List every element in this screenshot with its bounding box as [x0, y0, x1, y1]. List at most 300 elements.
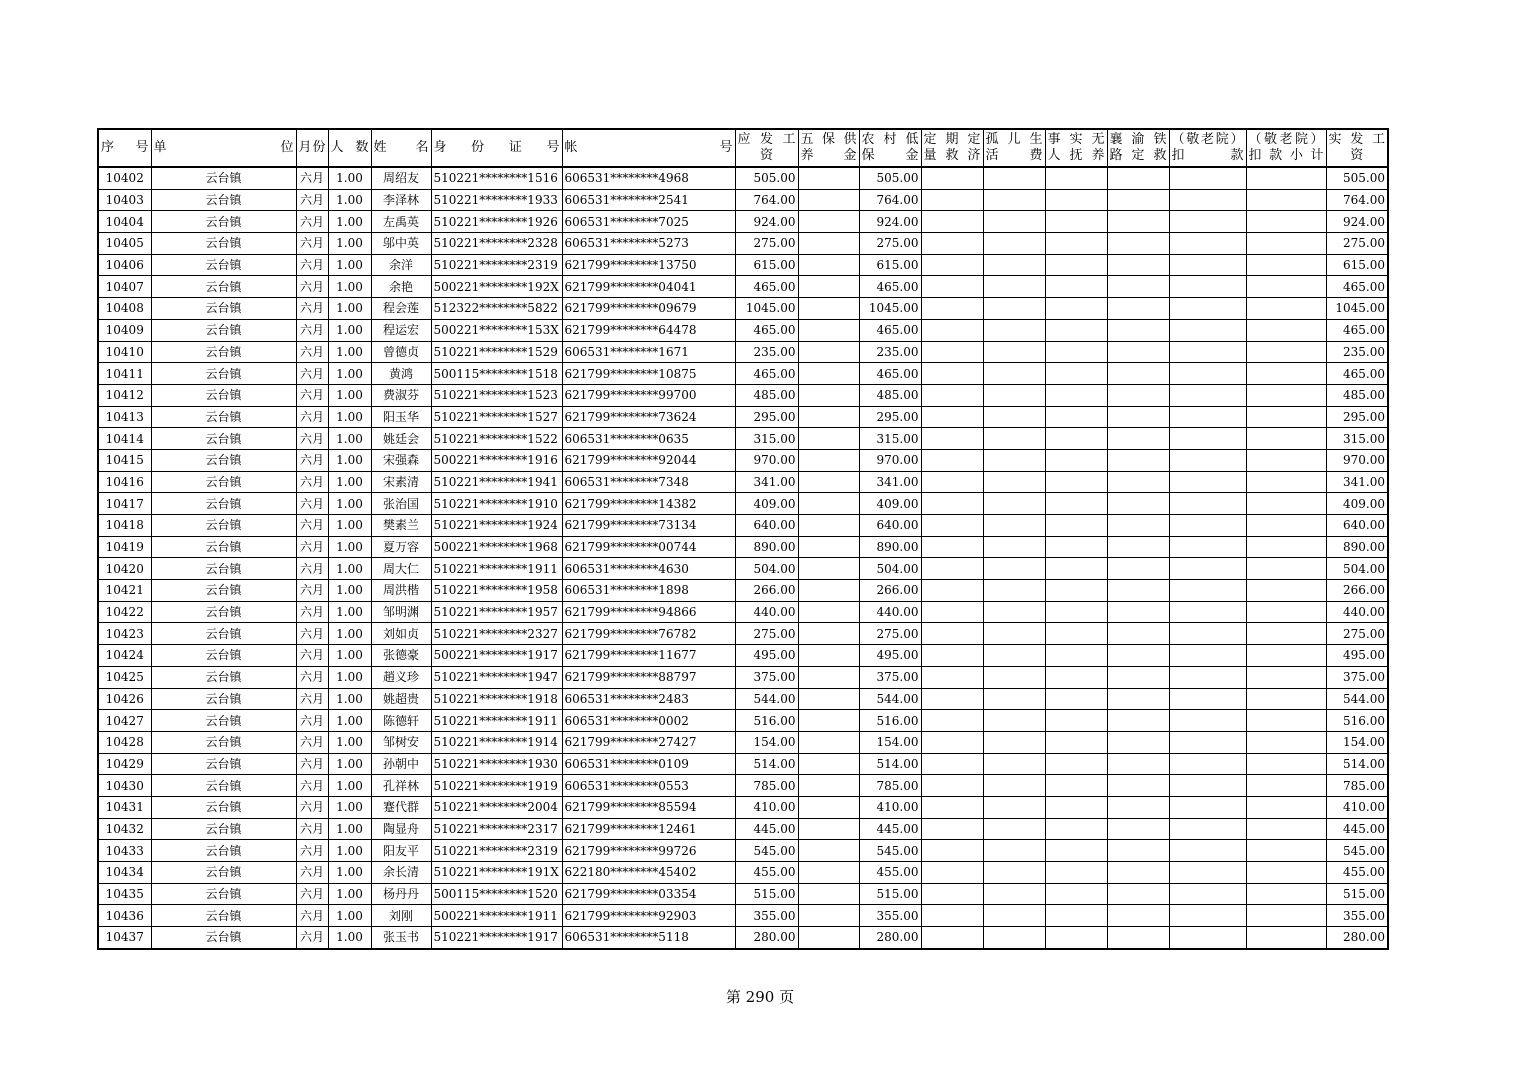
cell-count: 1.00 [328, 645, 371, 667]
cell-guer [983, 515, 1045, 537]
cell-unit: 云台镇 [151, 233, 296, 255]
cell-wubao [798, 558, 859, 580]
cell-dingqi [921, 406, 983, 428]
cell-dingqi [921, 623, 983, 645]
cell-jly-deduction [1169, 515, 1246, 537]
cell-xiangyu [1107, 167, 1169, 189]
cell-unit: 云台镇 [151, 775, 296, 797]
cell-count: 1.00 [328, 298, 371, 320]
cell-jly-deduction [1169, 363, 1246, 385]
cell-seq: 10429 [98, 753, 151, 775]
cell-dingqi [921, 189, 983, 211]
cell-dibao: 409.00 [859, 493, 921, 515]
cell-id: 512322********5822 [431, 298, 562, 320]
cell-actual-wage: 266.00 [1326, 580, 1388, 602]
cell-count: 1.00 [328, 233, 371, 255]
cell-seq: 10417 [98, 493, 151, 515]
cell-count: 1.00 [328, 428, 371, 450]
cell-id: 510221********1911 [431, 710, 562, 732]
cell-name: 樊素兰 [371, 515, 431, 537]
cell-account: 606531********2483 [562, 688, 735, 710]
cell-guer [983, 927, 1045, 949]
cell-count: 1.00 [328, 710, 371, 732]
cell-xiangyu [1107, 276, 1169, 298]
cell-unit: 云台镇 [151, 515, 296, 537]
cell-count: 1.00 [328, 167, 371, 189]
cell-account: 606531********7025 [562, 211, 735, 233]
cell-due-wage: 440.00 [735, 601, 798, 623]
cell-xiangyu [1107, 623, 1169, 645]
cell-month: 六月 [296, 580, 328, 602]
cell-jly-deduction [1169, 536, 1246, 558]
cell-dingqi [921, 536, 983, 558]
cell-jly-deduction [1169, 796, 1246, 818]
cell-actual-wage: 280.00 [1326, 927, 1388, 949]
cell-seq: 10431 [98, 796, 151, 818]
cell-dingqi [921, 862, 983, 884]
cell-shishi [1045, 319, 1107, 341]
cell-jly-subtotal [1246, 493, 1326, 515]
cell-unit: 云台镇 [151, 536, 296, 558]
cell-due-wage: 235.00 [735, 341, 798, 363]
cell-id: 510221********1911 [431, 558, 562, 580]
cell-seq: 10406 [98, 254, 151, 276]
cell-seq: 10419 [98, 536, 151, 558]
cell-guer [983, 341, 1045, 363]
cell-unit: 云台镇 [151, 883, 296, 905]
cell-guer [983, 840, 1045, 862]
cell-jly-subtotal [1246, 623, 1326, 645]
cell-count: 1.00 [328, 753, 371, 775]
cell-seq: 10432 [98, 818, 151, 840]
cell-jly-subtotal [1246, 254, 1326, 276]
cell-id: 510221********2328 [431, 233, 562, 255]
cell-jly-subtotal [1246, 558, 1326, 580]
cell-jly-subtotal [1246, 211, 1326, 233]
cell-dingqi [921, 298, 983, 320]
cell-shishi [1045, 862, 1107, 884]
cell-dingqi [921, 688, 983, 710]
cell-due-wage: 465.00 [735, 363, 798, 385]
cell-actual-wage: 640.00 [1326, 515, 1388, 537]
cell-wubao [798, 883, 859, 905]
cell-name: 周大仁 [371, 558, 431, 580]
cell-dibao: 410.00 [859, 796, 921, 818]
cell-shishi [1045, 796, 1107, 818]
cell-shishi [1045, 905, 1107, 927]
cell-month: 六月 [296, 363, 328, 385]
cell-jly-subtotal [1246, 471, 1326, 493]
cell-xiangyu [1107, 515, 1169, 537]
cell-wubao [798, 493, 859, 515]
cell-dibao: 505.00 [859, 167, 921, 189]
cell-shishi [1045, 254, 1107, 276]
cell-guer [983, 384, 1045, 406]
cell-unit: 云台镇 [151, 666, 296, 688]
cell-name: 余长清 [371, 862, 431, 884]
cell-count: 1.00 [328, 731, 371, 753]
cell-guer [983, 666, 1045, 688]
cell-jly-deduction [1169, 753, 1246, 775]
cell-wubao [798, 536, 859, 558]
cell-id: 510221********1910 [431, 493, 562, 515]
header-jly-subtotal-line2: 扣 款 小 计 [1248, 148, 1324, 163]
cell-month: 六月 [296, 536, 328, 558]
cell-actual-wage: 785.00 [1326, 775, 1388, 797]
cell-xiangyu [1107, 363, 1169, 385]
cell-guer [983, 775, 1045, 797]
cell-seq: 10407 [98, 276, 151, 298]
cell-wubao [798, 666, 859, 688]
cell-name: 曾德贞 [371, 341, 431, 363]
cell-actual-wage: 1045.00 [1326, 298, 1388, 320]
cell-shishi [1045, 840, 1107, 862]
cell-jly-subtotal [1246, 233, 1326, 255]
cell-account: 606531********0002 [562, 710, 735, 732]
cell-month: 六月 [296, 840, 328, 862]
cell-account: 606531********7348 [562, 471, 735, 493]
cell-id: 510221********1918 [431, 688, 562, 710]
cell-count: 1.00 [328, 623, 371, 645]
cell-actual-wage: 516.00 [1326, 710, 1388, 732]
header-xiangyu-line1: 襄 渝 铁 [1109, 132, 1167, 147]
cell-wubao [798, 710, 859, 732]
header-guer [983, 129, 1045, 167]
cell-name: 杨丹丹 [371, 883, 431, 905]
cell-jly-deduction [1169, 905, 1246, 927]
cell-name: 阳玉华 [371, 406, 431, 428]
cell-seq: 10424 [98, 645, 151, 667]
cell-name: 李泽林 [371, 189, 431, 211]
cell-id: 510221********2327 [431, 623, 562, 645]
cell-guer [983, 883, 1045, 905]
cell-due-wage: 890.00 [735, 536, 798, 558]
cell-due-wage: 355.00 [735, 905, 798, 927]
cell-due-wage: 375.00 [735, 666, 798, 688]
header-jly-deduction-line2: 扣 款 [1171, 148, 1244, 163]
cell-guer [983, 731, 1045, 753]
cell-dibao: 890.00 [859, 536, 921, 558]
cell-jly-deduction [1169, 601, 1246, 623]
cell-seq: 10405 [98, 233, 151, 255]
cell-count: 1.00 [328, 319, 371, 341]
cell-due-wage: 410.00 [735, 796, 798, 818]
header-actual-wage [1326, 129, 1388, 167]
cell-guer [983, 493, 1045, 515]
cell-dibao: 280.00 [859, 927, 921, 949]
cell-unit: 云台镇 [151, 927, 296, 949]
cell-seq: 10418 [98, 515, 151, 537]
cell-unit: 云台镇 [151, 796, 296, 818]
table-row [98, 319, 1388, 341]
cell-count: 1.00 [328, 580, 371, 602]
cell-unit: 云台镇 [151, 276, 296, 298]
cell-unit: 云台镇 [151, 384, 296, 406]
cell-xiangyu [1107, 580, 1169, 602]
cell-due-wage: 924.00 [735, 211, 798, 233]
cell-month: 六月 [296, 428, 328, 450]
cell-name: 黄鸿 [371, 363, 431, 385]
cell-dibao: 924.00 [859, 211, 921, 233]
cell-dingqi [921, 580, 983, 602]
cell-due-wage: 785.00 [735, 775, 798, 797]
cell-seq: 10433 [98, 840, 151, 862]
header-shishi-line1: 事 实 无 [1047, 132, 1105, 147]
cell-due-wage: 764.00 [735, 189, 798, 211]
cell-seq: 10414 [98, 428, 151, 450]
cell-jly-subtotal [1246, 731, 1326, 753]
header-guer-line1: 孤 儿 生 [985, 132, 1043, 147]
cell-actual-wage: 544.00 [1326, 688, 1388, 710]
cell-account: 621799********14382 [562, 493, 735, 515]
cell-actual-wage: 505.00 [1326, 167, 1388, 189]
cell-dingqi [921, 384, 983, 406]
cell-xiangyu [1107, 775, 1169, 797]
cell-shishi [1045, 927, 1107, 949]
cell-unit: 云台镇 [151, 319, 296, 341]
header-due-wage-line1: 应 发 工 [737, 132, 796, 147]
cell-count: 1.00 [328, 840, 371, 862]
cell-jly-subtotal [1246, 580, 1326, 602]
cell-xiangyu [1107, 189, 1169, 211]
cell-id: 510221********2317 [431, 818, 562, 840]
cell-month: 六月 [296, 883, 328, 905]
cell-unit: 云台镇 [151, 601, 296, 623]
cell-unit: 云台镇 [151, 710, 296, 732]
cell-count: 1.00 [328, 601, 371, 623]
cell-wubao [798, 601, 859, 623]
cell-xiangyu [1107, 471, 1169, 493]
cell-shishi [1045, 688, 1107, 710]
cell-jly-deduction [1169, 775, 1246, 797]
table-row [98, 775, 1388, 797]
header-id: 身 份 证 号 [431, 129, 562, 167]
cell-guer [983, 276, 1045, 298]
cell-due-wage: 544.00 [735, 688, 798, 710]
cell-count: 1.00 [328, 862, 371, 884]
cell-name: 阳友平 [371, 840, 431, 862]
cell-jly-subtotal [1246, 601, 1326, 623]
cell-jly-deduction [1169, 558, 1246, 580]
cell-due-wage: 465.00 [735, 276, 798, 298]
header-dibao-line1: 农 村 低 [861, 132, 919, 147]
table-row [98, 558, 1388, 580]
cell-account: 606531********1671 [562, 341, 735, 363]
cell-id: 510221********1522 [431, 428, 562, 450]
cell-count: 1.00 [328, 818, 371, 840]
cell-unit: 云台镇 [151, 211, 296, 233]
cell-guer [983, 211, 1045, 233]
cell-month: 六月 [296, 666, 328, 688]
cell-account: 621799********03354 [562, 883, 735, 905]
table-body [98, 167, 1388, 949]
table-row [98, 840, 1388, 862]
cell-month: 六月 [296, 298, 328, 320]
cell-id: 510221********1523 [431, 384, 562, 406]
cell-seq: 10420 [98, 558, 151, 580]
cell-account: 606531********4630 [562, 558, 735, 580]
header-dibao-line2: 保 金 [861, 148, 919, 163]
cell-count: 1.00 [328, 666, 371, 688]
cell-name: 左禹英 [371, 211, 431, 233]
cell-seq: 10427 [98, 710, 151, 732]
cell-month: 六月 [296, 233, 328, 255]
cell-shishi [1045, 493, 1107, 515]
cell-month: 六月 [296, 276, 328, 298]
cell-month: 六月 [296, 341, 328, 363]
cell-dibao: 514.00 [859, 753, 921, 775]
cell-xiangyu [1107, 818, 1169, 840]
cell-shishi [1045, 211, 1107, 233]
cell-dingqi [921, 254, 983, 276]
cell-jly-deduction [1169, 341, 1246, 363]
cell-account: 621799********76782 [562, 623, 735, 645]
cell-seq: 10426 [98, 688, 151, 710]
cell-name: 刘如贞 [371, 623, 431, 645]
cell-count: 1.00 [328, 471, 371, 493]
cell-xiangyu [1107, 493, 1169, 515]
cell-id: 500221********153X [431, 319, 562, 341]
cell-seq: 10425 [98, 666, 151, 688]
cell-shishi [1045, 515, 1107, 537]
cell-actual-wage: 545.00 [1326, 840, 1388, 862]
header-account: 帐 号 [562, 129, 735, 167]
cell-xiangyu [1107, 731, 1169, 753]
cell-month: 六月 [296, 384, 328, 406]
cell-due-wage: 455.00 [735, 862, 798, 884]
cell-id: 500115********1518 [431, 363, 562, 385]
cell-account: 621799********94866 [562, 601, 735, 623]
cell-id: 510221********1933 [431, 189, 562, 211]
cell-guer [983, 688, 1045, 710]
header-shishi [1045, 129, 1107, 167]
cell-count: 1.00 [328, 515, 371, 537]
cell-jly-subtotal [1246, 796, 1326, 818]
header-due-wage [735, 129, 798, 167]
cell-count: 1.00 [328, 927, 371, 949]
cell-xiangyu [1107, 905, 1169, 927]
cell-shishi [1045, 731, 1107, 753]
cell-shishi [1045, 363, 1107, 385]
cell-due-wage: 280.00 [735, 927, 798, 949]
cell-count: 1.00 [328, 254, 371, 276]
cell-account: 606531********1898 [562, 580, 735, 602]
cell-dibao: 465.00 [859, 319, 921, 341]
cell-dingqi [921, 211, 983, 233]
cell-name: 邬中英 [371, 233, 431, 255]
header-unit: 单 位 [151, 129, 296, 167]
table-row [98, 211, 1388, 233]
cell-seq: 10434 [98, 862, 151, 884]
table-row [98, 905, 1388, 927]
cell-xiangyu [1107, 796, 1169, 818]
cell-month: 六月 [296, 927, 328, 949]
cell-seq: 10410 [98, 341, 151, 363]
cell-name: 程会莲 [371, 298, 431, 320]
cell-dingqi [921, 818, 983, 840]
cell-id: 510221********1527 [431, 406, 562, 428]
cell-account: 621799********27427 [562, 731, 735, 753]
cell-jly-deduction [1169, 319, 1246, 341]
cell-month: 六月 [296, 493, 328, 515]
table-row [98, 363, 1388, 385]
cell-guer [983, 189, 1045, 211]
header-jly-deduction-line1: （敬老院） [1171, 132, 1244, 147]
cell-month: 六月 [296, 731, 328, 753]
cell-shishi [1045, 883, 1107, 905]
cell-name: 张玉书 [371, 927, 431, 949]
table-row [98, 645, 1388, 667]
cell-jly-subtotal [1246, 515, 1326, 537]
cell-due-wage: 615.00 [735, 254, 798, 276]
cell-xiangyu [1107, 666, 1169, 688]
cell-jly-subtotal [1246, 363, 1326, 385]
cell-account: 621799********73624 [562, 406, 735, 428]
cell-jly-subtotal [1246, 753, 1326, 775]
cell-dingqi [921, 796, 983, 818]
cell-name: 孔祥林 [371, 775, 431, 797]
cell-seq: 10422 [98, 601, 151, 623]
cell-month: 六月 [296, 167, 328, 189]
cell-account: 621799********64478 [562, 319, 735, 341]
cell-id: 510221********2004 [431, 796, 562, 818]
cell-count: 1.00 [328, 905, 371, 927]
cell-seq: 10437 [98, 927, 151, 949]
cell-seq: 10436 [98, 905, 151, 927]
cell-guer [983, 753, 1045, 775]
cell-jly-deduction [1169, 731, 1246, 753]
cell-xiangyu [1107, 840, 1169, 862]
cell-dingqi [921, 449, 983, 471]
cell-seq: 10413 [98, 406, 151, 428]
cell-due-wage: 640.00 [735, 515, 798, 537]
cell-guer [983, 406, 1045, 428]
cell-id: 510221********1529 [431, 341, 562, 363]
cell-id: 510221********1958 [431, 580, 562, 602]
cell-wubao [798, 775, 859, 797]
cell-xiangyu [1107, 428, 1169, 450]
cell-id: 510221********2319 [431, 840, 562, 862]
header-guer-line2: 活 费 [985, 148, 1043, 163]
header-jly-subtotal [1246, 129, 1326, 167]
cell-seq: 10411 [98, 363, 151, 385]
cell-count: 1.00 [328, 341, 371, 363]
cell-wubao [798, 406, 859, 428]
cell-wubao [798, 688, 859, 710]
cell-actual-wage: 465.00 [1326, 363, 1388, 385]
cell-due-wage: 485.00 [735, 384, 798, 406]
cell-actual-wage: 465.00 [1326, 276, 1388, 298]
cell-wubao [798, 189, 859, 211]
cell-jly-deduction [1169, 883, 1246, 905]
table-row [98, 384, 1388, 406]
cell-due-wage: 341.00 [735, 471, 798, 493]
cell-count: 1.00 [328, 406, 371, 428]
cell-id: 510221********1957 [431, 601, 562, 623]
cell-jly-deduction [1169, 276, 1246, 298]
cell-wubao [798, 580, 859, 602]
cell-shishi [1045, 406, 1107, 428]
cell-account: 606531********0109 [562, 753, 735, 775]
cell-unit: 云台镇 [151, 406, 296, 428]
cell-unit: 云台镇 [151, 189, 296, 211]
cell-month: 六月 [296, 753, 328, 775]
cell-month: 六月 [296, 796, 328, 818]
cell-dingqi [921, 883, 983, 905]
cell-account: 606531********5273 [562, 233, 735, 255]
cell-due-wage: 445.00 [735, 818, 798, 840]
cell-due-wage: 545.00 [735, 840, 798, 862]
